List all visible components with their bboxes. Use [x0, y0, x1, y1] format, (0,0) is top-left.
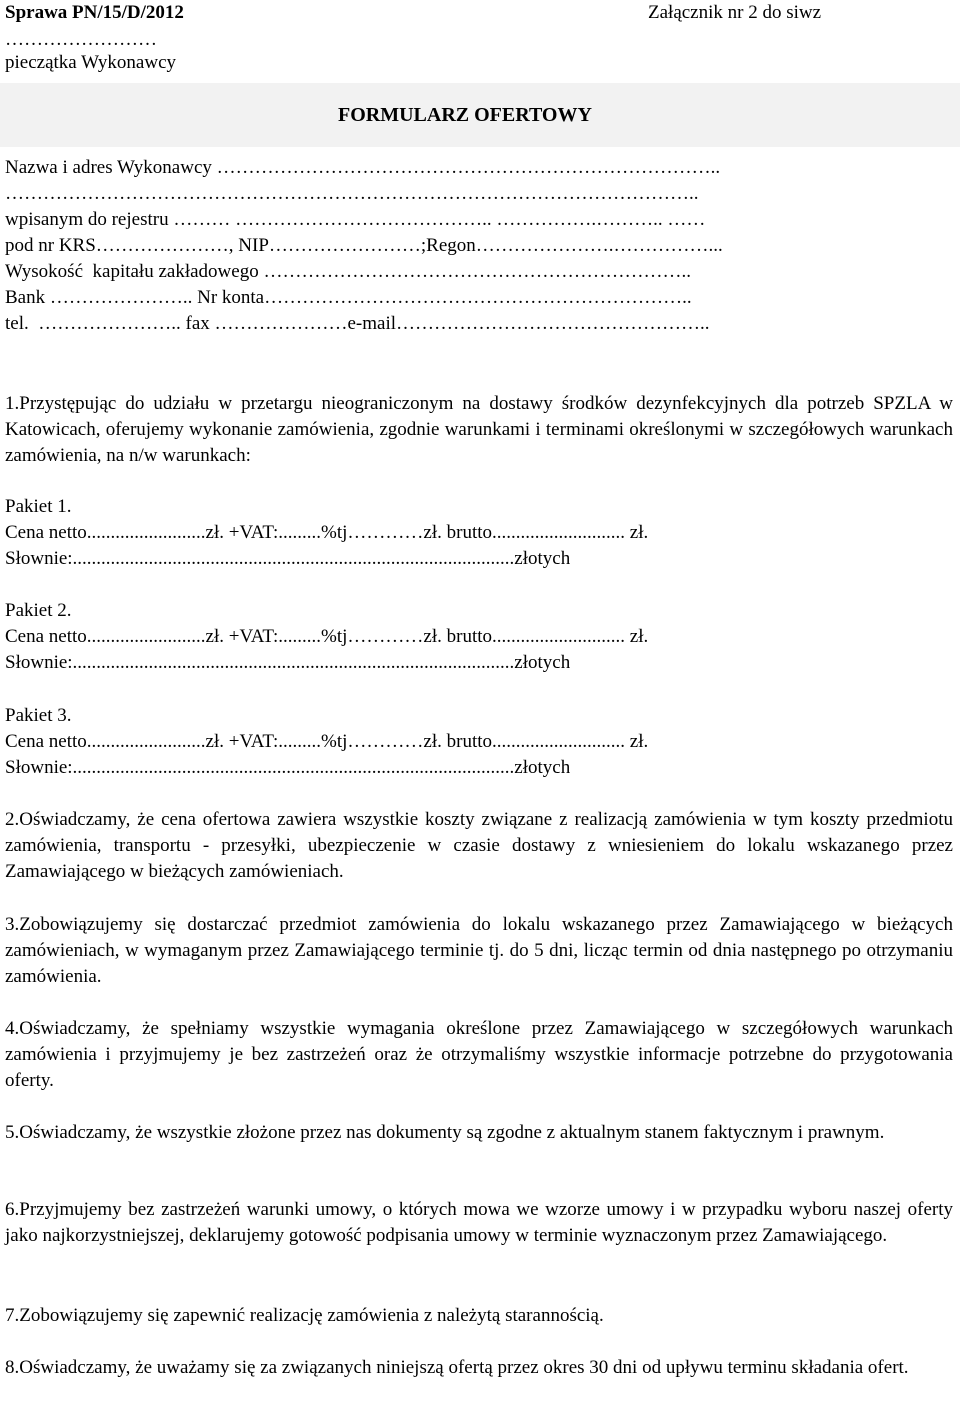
contractor-address-field[interactable]: ………………………………………………………………………………………………..	[5, 183, 699, 204]
package-3-words[interactable]: Słownie:.............................................................................................złotych	[5, 757, 571, 778]
point-2: 2.Oświadczamy, że cena ofertowa zawiera wszystkie koszty związane z realizacją zamówienia w tym koszty przedmiotu zamówienia, transportu - przesyłki, ubezpieczenie w czasie dostawy z wniesieniem do lokalu wskazanego przez Zamawiającego w bieżących zamówieniach.	[5, 809, 953, 882]
contractor-name-field[interactable]: Nazwa i adres Wykonawcy ……………………………………………………………………..	[5, 157, 721, 178]
package-2-price[interactable]: Cena netto.........................zł. +VAT:.........%tj…………zł. brutto............................ zł.	[5, 626, 649, 647]
point-5: 5.Oświadczamy, że wszystkie złożone przez nas dokumenty są zgodne z aktualnym stanem faktycznym i prawnym.	[5, 1122, 885, 1143]
point-3: 3.Zobowiązujemy się dostarczać przedmiot zamówienia do lokalu wskazanego przez Zamawiającego w bieżących zamówieniach, w wymaganym przez Zamawiającego terminie tj. do 5 dni, licząc termin od dnia następnego po otrzymaniu zamówienia.	[5, 914, 953, 987]
package-1-words[interactable]: Słownie:.............................................................................................złotych	[5, 548, 571, 569]
contact-field[interactable]: tel. ………………….. fax …………………e-mail…………………………………………..	[5, 313, 710, 334]
package-3-title: Pakiet 3.	[5, 705, 72, 726]
point-7: 7.Zobowiązujemy się zapewnić realizację zamówienia z należytą starannością.	[5, 1305, 604, 1326]
case-number: Sprawa PN/15/D/2012	[5, 2, 184, 23]
stamp-label: pieczątka Wykonawcy	[5, 52, 177, 73]
point-4: 4.Oświadczamy, że spełniamy wszystkie wymagania określone przez Zamawiającego w szczegółowych warunkach zamówienia i przyjmujemy je bez zastrzeżeń oraz że otrzymaliśmy wszystkie informacje potrzebne do przygotowania oferty.	[5, 1018, 953, 1091]
package-2-words[interactable]: Słownie:.............................................................................................złotych	[5, 652, 571, 673]
annex-label: Załącznik nr 2 do siwz	[648, 2, 822, 23]
point-1: 1.Przystępując do udziału w przetargu nieograniczonym na dostawy środków dezynfekcyjnych dla potrzeb SPZLA w Katowicach, oferujemy wykonanie zamówienia, zgodnie warunkami i terminami określonymi w szczegółowych warunkach zamówienia, na n/w warunkach:	[5, 393, 953, 466]
package-2-title: Pakiet 2.	[5, 600, 72, 621]
form-title: FORMULARZ OFERTOWY	[338, 104, 592, 126]
package-1-title: Pakiet 1.	[5, 496, 72, 517]
krs-nip-regon-field[interactable]: pod nr KRS…………………, NIP……………………;Regon………………….……………...	[5, 235, 723, 256]
point-8: 8.Oświadczamy, że uważamy się za związanych niniejszą ofertą przez okres 30 dni od upływu terminu składania ofert.	[5, 1357, 909, 1378]
registry-field[interactable]: wpisanym do rejestru ……… ………………………………….. …………….……….. ……	[5, 209, 706, 230]
bank-account-field[interactable]: Bank ………………….. Nr konta…………………………………………………………..	[5, 287, 692, 308]
point-6: 6.Przyjmujemy bez zastrzeżeń warunki umowy, o których mowa we wzorze umowy i w przypadku wyboru naszej oferty jako najkorzystniejszej, deklarujemy gotowość podpisania umowy w terminie wyznaczonym przez Zamawiającego.	[5, 1199, 953, 1246]
stamp-dots: ……………………	[5, 29, 157, 50]
package-3-price[interactable]: Cena netto.........................zł. +VAT:.........%tj…………zł. brutto............................ zł.	[5, 731, 649, 752]
capital-field[interactable]: Wysokość kapitału zakładowego …………………………………………………………..	[5, 261, 691, 282]
package-1-price[interactable]: Cena netto.........................zł. +VAT:.........%tj…………zł. brutto............................ zł.	[5, 522, 649, 543]
